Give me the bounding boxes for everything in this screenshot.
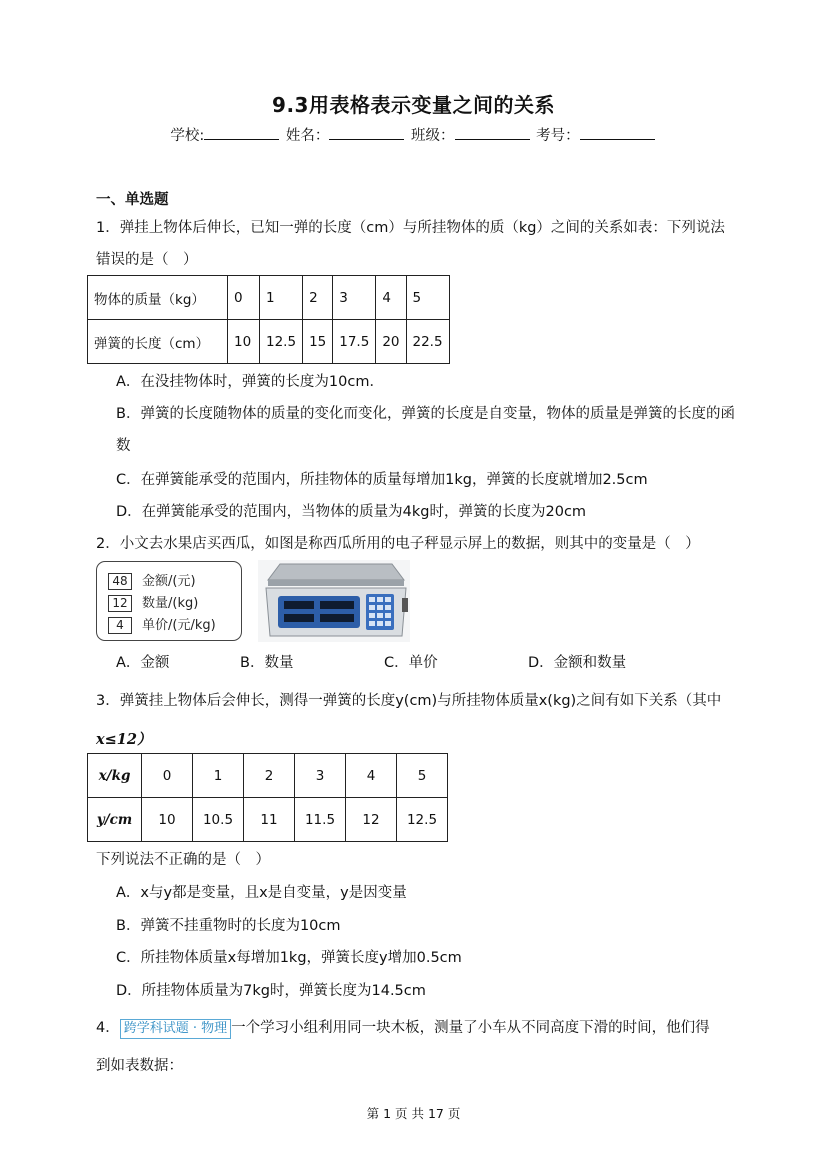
table-cell: 0: [142, 754, 193, 798]
table-cell: 10: [142, 798, 193, 842]
table-cell: 12: [346, 798, 397, 842]
school-blank[interactable]: [204, 125, 279, 140]
display-label: 数量/(kg): [142, 596, 199, 611]
table-cell: 1: [260, 276, 303, 320]
scale-display-panel: [96, 561, 242, 641]
q3-option-c[interactable]: C．所挂物体质量x每增加1kg，弹簧长度y增加0.5cm: [116, 950, 462, 966]
table-cell: 4: [346, 754, 397, 798]
q3-table: [87, 753, 448, 842]
table-cell: 10.5: [193, 798, 244, 842]
table-cell: 10: [228, 320, 260, 364]
table-cell: 22.5: [406, 320, 449, 364]
table-cell: 2: [303, 276, 333, 320]
display-row-amount: [108, 570, 196, 590]
table-cell: 3: [295, 754, 346, 798]
q2-option-a[interactable]: A．金额: [116, 655, 170, 671]
table-cell: 1: [193, 754, 244, 798]
q2-stem: 2．小文去水果店买西瓜，如图是称西瓜所用的电子秤显示屏上的数据，则其中的变量是（ ）: [96, 536, 700, 552]
q3-option-d[interactable]: D．所挂物体质量为7kg时，弹簧长度为14.5cm: [116, 983, 426, 999]
table-cell: x/kg: [88, 754, 142, 798]
q1-stem-line2: 错误的是（ ）: [96, 252, 198, 268]
table-cell: 17.5: [333, 320, 376, 364]
table-cell: 弹簧的长度（cm）: [88, 320, 228, 364]
q4-subject-tag[interactable]: 跨学科试题 · 物理: [120, 1019, 231, 1039]
table-cell: 物体的质量（kg）: [88, 276, 228, 320]
exam-no-label: 考号：: [536, 128, 580, 144]
table-cell: 5: [397, 754, 448, 798]
q3-option-b[interactable]: B．弹簧不挂重物时的长度为10cm: [116, 918, 341, 934]
display-value: 12: [108, 595, 132, 612]
q2-option-b[interactable]: B．数量: [240, 655, 294, 671]
table-cell: 20: [376, 320, 406, 364]
table-cell: 15: [303, 320, 333, 364]
table-cell: 3: [333, 276, 376, 320]
table-row: [88, 276, 450, 320]
q1-option-b[interactable]: B．弹簧的长度随物体的质量的变化而变化，弹簧的长度是自变量，物体的质量是弹簧的长度的函: [116, 406, 735, 422]
q1-option-c[interactable]: C．在弹簧能承受的范围内，所挂物体的质量每增加1kg，弹簧的长度就增加2.5cm: [116, 472, 648, 488]
q3-stem-line2: x≤12）: [96, 731, 152, 748]
student-info-row: [0, 124, 827, 145]
name-blank[interactable]: [329, 125, 404, 140]
page-footer: 第 1 页 共 17 页: [366, 1106, 461, 1121]
q4-stem: [96, 1016, 710, 1039]
table-cell: 4: [376, 276, 406, 320]
q1-option-a[interactable]: A．在没挂物体时，弹簧的长度为10cm．: [116, 374, 384, 390]
table-cell: 5: [406, 276, 449, 320]
class-blank[interactable]: [455, 125, 530, 140]
table-row: [88, 320, 450, 364]
exam-no-blank[interactable]: [580, 125, 655, 140]
display-row-quantity: [108, 592, 198, 612]
q3-stem-line1: 3．弹簧挂上物体后会伸长，测得一弹簧的长度y(cm)与所挂物体质量x(kg)之间有如下关系（其中: [96, 693, 722, 709]
table-cell: 0: [228, 276, 260, 320]
display-row-unit-price: [108, 614, 216, 634]
school-label: 学校:: [170, 128, 205, 144]
table-cell: y/cm: [88, 798, 142, 842]
table-cell: 11.5: [295, 798, 346, 842]
class-label: 班级：: [411, 128, 455, 144]
table-cell: 12.5: [397, 798, 448, 842]
q1-table: [87, 275, 450, 364]
display-value: 4: [108, 617, 132, 634]
q4-number: 4．: [96, 1020, 120, 1036]
display-label: 金额/(元): [142, 574, 196, 589]
q2-option-c[interactable]: C．单价: [384, 655, 438, 671]
display-value: 48: [108, 573, 132, 590]
q2-option-d[interactable]: D．金额和数量: [528, 655, 627, 671]
q1-stem-line1: 1．弹挂上物体后伸长，已知一弹的长度（cm）与所挂物体的质（kg）之间的关系如表：下列说法: [96, 220, 725, 236]
q3-option-a[interactable]: A．x与y都是变量，且x是自变量，y是因变量: [116, 885, 407, 901]
q4-stem-text: 一个学习小组利用同一块木板，测量了小车从不同高度下滑的时间，他们得: [231, 1020, 710, 1036]
q1-option-d[interactable]: D．在弹簧能承受的范围内，当物体的质量为4kg时，弹簧的长度为20cm: [116, 504, 587, 520]
q4-stem-line2: 到如表数据：: [96, 1058, 183, 1074]
page-title: 9.3用表格表示变量之间的关系: [272, 93, 555, 117]
q1-option-b-cont: 数: [116, 438, 131, 454]
table-cell: 11: [244, 798, 295, 842]
table-cell: 2: [244, 754, 295, 798]
q3-prompt: 下列说法不正确的是（ ）: [96, 852, 270, 868]
table-cell: 12.5: [260, 320, 303, 364]
table-row: [88, 798, 448, 842]
table-row: [88, 754, 448, 798]
electronic-scale-image: [258, 560, 410, 642]
name-label: 姓名：: [285, 128, 330, 144]
section-heading: 一、单选题: [96, 192, 169, 208]
display-label: 单价/(元/kg): [142, 618, 216, 633]
